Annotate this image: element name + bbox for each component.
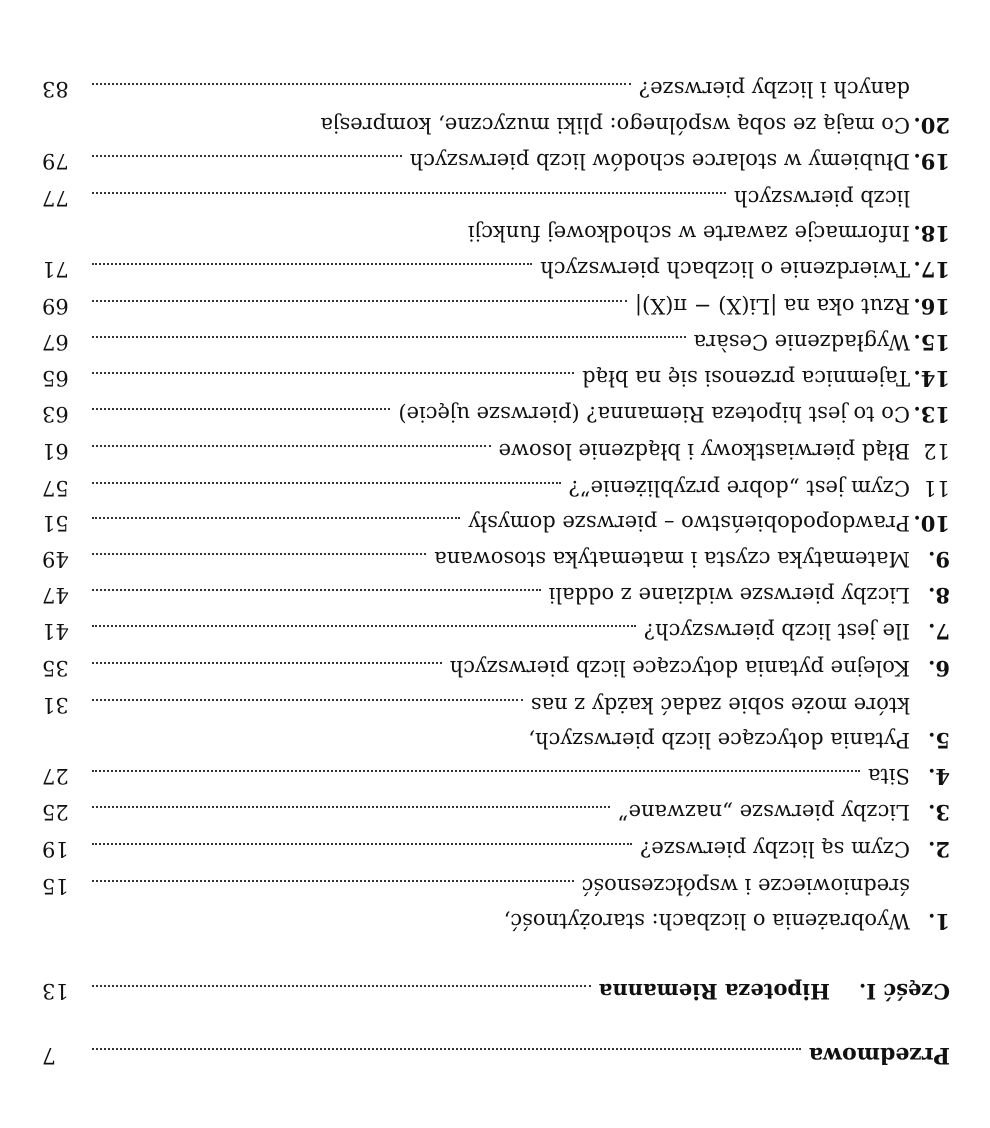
chapter-title-line: które może sobie zadać każdy z nas: [530, 692, 910, 717]
dot-leader: [92, 589, 541, 592]
chapter-page-number: 19: [42, 836, 69, 861]
chapter-page-number: 49: [42, 547, 69, 571]
dot-leader: [92, 263, 532, 266]
chapter-title-line: Tajemnica przenosi się na błąd: [582, 366, 910, 390]
dot-leader: [92, 408, 390, 411]
toc-entry-chapter: [42, 657, 950, 679]
chapter-page-number: 27: [42, 764, 69, 789]
chapter-title-line: Prawdopodobieństwo – pierwsze domysły: [468, 510, 910, 535]
chapter-title-line: Ile jest liczb pierwszych?: [643, 619, 910, 644]
chapter-page-number: 15: [42, 873, 69, 898]
chapter-title-line: Twierdzenie o liczbach pierwszych: [540, 257, 910, 282]
toc-entry-chapter: [42, 619, 950, 645]
chapter-number: 15.: [913, 329, 950, 355]
chapter-title-line: Liczby pierwsze „nazwane”: [617, 800, 910, 825]
dot-leader: [92, 625, 636, 628]
dot-leader: [92, 553, 426, 556]
toc-entry-chapter: [42, 838, 950, 860]
chapter-title-line: Czym są liczby pierwsze?: [640, 836, 910, 861]
chapter-title-line: Czym jest „dobre przybliżenie”?: [568, 475, 910, 500]
toc-entry-chapter: [42, 910, 950, 932]
chapter-title-line: danych i liczby pierwsze?: [638, 77, 910, 102]
dot-leader: [92, 1048, 801, 1051]
toc-entry-chapter: [42, 150, 950, 172]
chapter-page-number: 77: [42, 186, 69, 210]
toc-entry-chapter: [42, 477, 950, 498]
chapter-page-number: 51: [42, 510, 69, 535]
part-page-number: 13: [42, 979, 69, 1003]
dot-leader: [92, 83, 631, 86]
chapter-number: 20.: [913, 112, 950, 138]
chapter-page-number: 65: [42, 366, 69, 390]
chapter-page-number: 25: [42, 800, 69, 825]
chapter-number: 5.: [928, 728, 950, 753]
chapter-page-number: 67: [42, 329, 69, 354]
toc-entry-chapter: [42, 331, 950, 353]
dot-leader: [92, 517, 460, 520]
dot-leader: [92, 880, 574, 883]
chapter-number: 8.: [928, 583, 950, 609]
dot-leader: [92, 985, 591, 988]
toc-entry-chapter: [42, 729, 950, 751]
chapter-title-line: Dłubiemy w stolarce schodów liczb pierwszych: [409, 148, 910, 173]
chapter-number: 10.: [913, 510, 950, 536]
dot-leader: [92, 482, 561, 485]
foreword-page-number: 7: [42, 1042, 56, 1067]
chapter-page-number: 61: [42, 439, 69, 464]
chapter-number: 7.: [928, 619, 950, 645]
toc-entry-chapter: [42, 221, 950, 247]
chapter-number: 18.: [913, 221, 950, 247]
chapter-number: 19.: [913, 148, 950, 174]
chapter-title-line: Sita: [867, 764, 910, 789]
dot-leader: [92, 155, 402, 158]
dot-leader: [92, 806, 610, 809]
chapter-title-line: Rzut oka na |Li(X) − π(X)|: [634, 293, 910, 318]
toc-entry-chapter: [42, 402, 950, 428]
chapter-page-number: 31: [42, 692, 69, 717]
chapter-number: 16.: [913, 293, 950, 319]
toc-entry-chapter: [42, 367, 950, 389]
chapter-number: 6.: [928, 655, 950, 681]
chapter-number: 1.: [928, 909, 950, 934]
toc-entry-chapter: [42, 800, 950, 826]
dot-leader: [92, 445, 491, 448]
dot-leader: [92, 336, 686, 339]
chapter-number: 17.: [913, 257, 950, 283]
toc-entry-chapter: [42, 764, 950, 790]
chapter-title-line: Wygładzenie Cesàra: [693, 329, 910, 354]
chapter-page-number: 41: [42, 619, 69, 644]
chapter-title-line: Informacje zawarte w schodkowej funkcji: [467, 221, 910, 246]
chapter-number: 11: [923, 475, 950, 500]
toc-entry-chapter-continuation: [42, 187, 950, 208]
chapter-page-number: 57: [42, 475, 69, 500]
chapter-title-line: Wyobrażenia o liczbach: starożytność,: [503, 909, 910, 933]
chapter-number: 13.: [913, 402, 950, 428]
chapter-page-number: 71: [42, 257, 69, 282]
chapter-title-line: Liczby pierwsze widziane z oddali: [548, 583, 910, 608]
toc-entry-foreword: [42, 1043, 950, 1066]
toc-entry-chapter: [42, 548, 950, 570]
chapter-number: 9.: [928, 547, 950, 572]
chapter-page-number: 79: [42, 148, 69, 173]
dot-leader: [92, 192, 726, 195]
chapter-title-line: Pytania dotyczące liczb pierwszych,: [528, 728, 910, 752]
dot-leader: [92, 662, 442, 665]
chapter-title-line: Matematyka czysta i matematyka stosowana: [434, 547, 910, 571]
chapter-page-number: 63: [42, 402, 69, 427]
chapter-title-line: Co to jest hipoteza Riemanna? (pierwsze ujęcie): [398, 402, 910, 427]
dot-leader: [92, 699, 523, 702]
toc-entry-chapter-continuation: [42, 694, 950, 715]
chapter-number: 12: [923, 439, 950, 464]
chapter-page-number: 47: [42, 583, 69, 608]
toc-entry-part-1: [42, 980, 950, 1002]
toc-entry-chapter: [42, 114, 950, 136]
chapter-page-number: 69: [42, 293, 69, 318]
toc-entry-chapter: [42, 583, 950, 609]
dot-leader: [92, 372, 574, 375]
toc-entry-chapter: [42, 295, 950, 317]
toc-entry-chapter: [42, 512, 950, 534]
chapter-number: 2.: [928, 836, 950, 862]
chapter-title-line: Co mają ze sobą wspólnego: pliki muzyczne, kompresja: [320, 112, 910, 137]
part-title: Hipoteza Riemanna: [598, 979, 830, 1004]
foreword-label: Przedmowa: [808, 1042, 950, 1068]
dot-leader: [92, 300, 627, 303]
chapter-number: 3.: [928, 800, 950, 826]
chapter-number: 4.: [928, 764, 950, 790]
chapter-title-line: Kolejne pytania dotyczące liczb pierwszych: [449, 655, 910, 680]
chapter-title-line: Błąd pierwiastkowy i błądzenie losowe: [498, 439, 910, 464]
chapter-number: 14.: [913, 366, 950, 391]
toc-entry-chapter: [42, 257, 950, 283]
chapter-page-number: 83: [42, 77, 69, 102]
toc-entry-chapter: [42, 439, 950, 464]
chapter-title-line: liczb pierwszych: [734, 186, 910, 210]
chapter-title-line: średniowiecze i współczesność: [581, 873, 910, 898]
toc-entry-chapter-continuation: [42, 875, 950, 896]
part-label: Część I.: [858, 979, 950, 1004]
dot-leader: [92, 770, 860, 773]
chapter-page-number: 35: [42, 655, 69, 680]
dot-leader: [92, 843, 632, 846]
toc-entry-chapter-continuation: [42, 77, 950, 102]
